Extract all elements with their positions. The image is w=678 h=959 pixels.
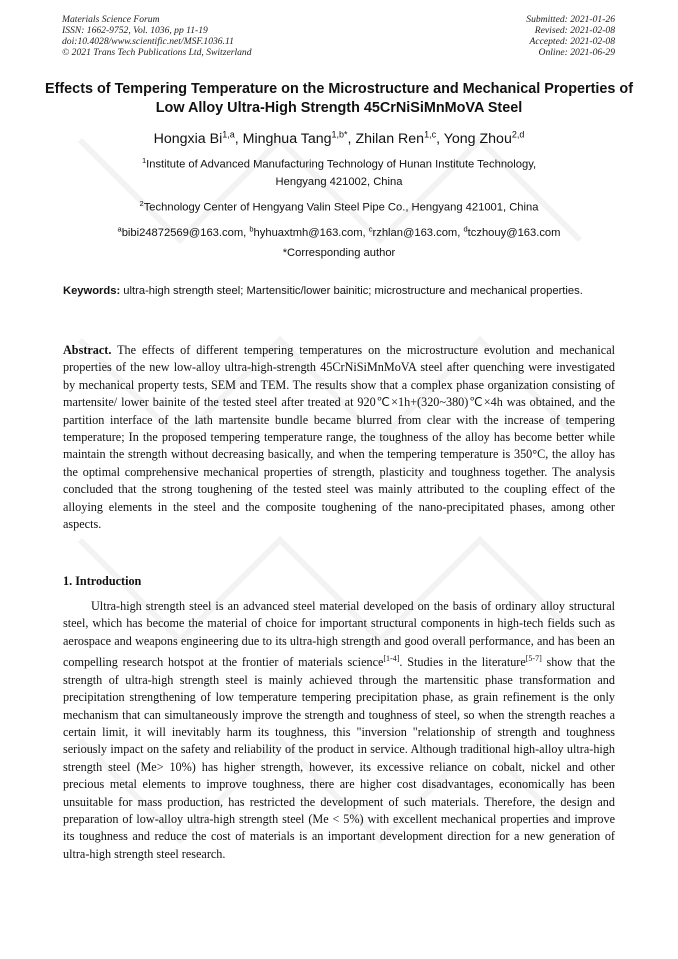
online-date: Online: 2021-06-29 <box>538 47 615 58</box>
citation-ref: [1-4] <box>383 654 400 664</box>
keywords-text: ultra-high strength steel; Martensitic/lower bainitic; microstructure and mechanical properties. <box>120 285 583 297</box>
introduction-paragraph: Ultra-high strength steel is an advanced steel material developed on the basis of ordinary alloy structural steel, which has become the material of choice for important structural components in high-tech fields such as aerospace and weapons engineering due to its ultra-high strength and good overall performance, and has been an compelling research hotspot at the frontier of materials science[1-4]. Studies in the literature[5-7] show that the strength of ultra-high strength steel is mainly achieved through the martensitic phase transformation and precipitation strengthening of low temperature tempering precipitation phase, as grain refinement is the only mechanism that can simultaneously improve the strength and toughness of steel, so when the strength reaches a certain limit, it will inevitably harm its toughness, this "inversion "relationship of strength and toughness seriously impact on the safety and reliability of the product in service. Although traditional high-alloy ultra-high strength steel (Me> 10%) has higher strength, however, its excessive reliance on cobalt, nickel and other precious metal elements to improve toughness, there are higher cost disadvantages, economically has been unsuitable for mass production, has restricted the development of such materials. Therefore, the design and preparation of low-alloy ultra-high strength steel (Me < 5%) with excellent mechanical properties and improve its toughness and reduce the cost of materials is an important development direction for a new generation of ultra-high strength steel research. <box>63 599 615 861</box>
affiliation-1: $^1$Institute of Advanced Manufacturing Technology of Hunan Institute Technology, Hengyang 421002, China <box>141 156 537 188</box>
copyright-line: © 2021 Trans Tech Publications Ltd, Switzerland <box>62 47 252 58</box>
affiliation-2: $^2$Technology Center of Hengyang Valin Steel Pipe Co., Hengyang 421001, China <box>139 199 539 214</box>
paper-title: Effects of Tempering Temperature on the Microstructure and Mechanical Properties of Low Alloy Ultra-High Strength 45CrNiSiMnMoVA Steel <box>45 81 633 116</box>
email: $^d$tczhouy@163.com <box>463 224 561 239</box>
corresponding-author-note: *Corresponding author <box>282 247 396 259</box>
journal-name: Materials Science Forum <box>62 14 160 25</box>
keywords-block <box>63 283 615 301</box>
abstract-block <box>63 342 615 533</box>
citation-ref: [5-7] <box>525 654 542 664</box>
keywords-label: Keywords: <box>63 285 121 297</box>
abstract-label: Abstract. <box>63 343 112 357</box>
email: $^a$bibi24872569@163.com, <box>117 224 250 239</box>
email: $^b$hyhuaxtmh@163.com, <box>249 224 369 239</box>
email: $^c$rzhlan@163.com, <box>368 224 464 239</box>
accepted-date: Accepted: 2021-02-08 <box>529 36 615 47</box>
revised-date: Revised: 2021-02-08 <box>534 25 615 36</box>
journal-info <box>62 14 252 58</box>
section-heading-introduction: 1. Introduction <box>63 574 142 588</box>
author-list <box>0 125 678 148</box>
journal-header <box>62 14 615 58</box>
author: Yong Zhou$^{2,d}$ <box>443 129 525 147</box>
issn-line: ISSN: 1662-9752, Vol. 1036, pp 11-19 <box>62 25 208 36</box>
doi-line: doi:10.4028/www.scientific.net/MSF.1036.11 <box>62 36 234 47</box>
abstract-text: The effects of different tempering temperatures on the microstructure evolution and mechanical properties of the new low-alloy ultra-high-strength 45CrNiSiMnMoVA steel after quenching were investigated by mechanical property tests, SEM and TEM. The results show that a complex phase organization consisting of martensite/ lower bainite of the tested steel after treated at 920℃×1h+(320~380)℃×4h was obtained, and the partition interface of the lath martensite bundle became blurred from clear with the increase of tempering temperature; In the proposed tempering temperature range, the toughness of the alloy has become better while maintain the strength without decreasing basically, and when the tempering temperature is 350°C, the alloy has the optimal comprehensive mechanical properties of strength, plasticity and toughness together. The analysis concluded that the strong toughening of the tested steel was mainly attributed to the coupling effect of the alloying elements in the steel and the composite toughening of the nano-precipitated phases, among other aspects. <box>63 343 615 532</box>
author: Minghua Tang$^{1,b*}$, <box>242 129 356 147</box>
publication-dates <box>526 14 615 58</box>
submitted-date: Submitted: 2021-01-26 <box>526 14 615 25</box>
author: Hongxia Bi$^{1,a}$, <box>153 129 243 147</box>
author: Zhilan Ren$^{1,c}$, <box>355 129 444 147</box>
author-emails <box>0 220 678 242</box>
